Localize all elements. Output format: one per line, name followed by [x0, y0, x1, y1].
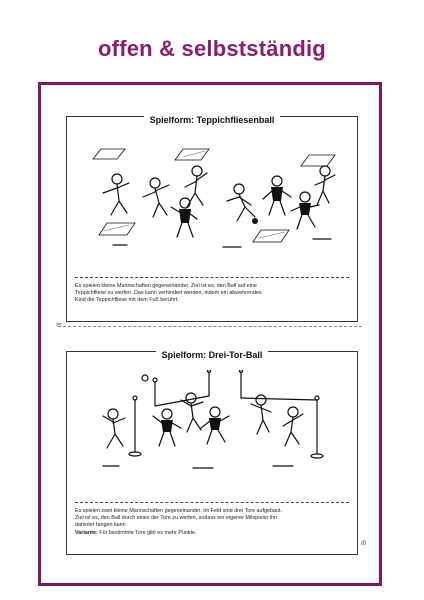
description-line: Es spielen kleine Mannschaften gegeneinander. Ziel ist es, den Ball auf eine [75, 283, 257, 289]
game-description [75, 283, 349, 305]
scissors-icon: ✂ [56, 320, 63, 329]
page-title: offen & selbstständig [98, 36, 326, 61]
divider-line [75, 277, 349, 278]
card-title [67, 345, 357, 363]
carpet-tile-icon [253, 230, 289, 242]
game-card-drei-tor-ball [66, 351, 358, 555]
game-description [75, 508, 349, 537]
variant-line [75, 530, 349, 537]
goal-post-icon [311, 396, 323, 458]
variant-label: Variante: [75, 529, 98, 536]
cut-line [58, 326, 362, 327]
goal-post-icon [153, 378, 157, 406]
description-line: Ziel ist es, den Ball durch eines der Tore zu werfen, sodass ein eigener Mitspieler ihn [75, 515, 278, 522]
page-number: /0 [361, 541, 367, 547]
description-line: Es spielen zwei kleine Mannschaften gegeneinander. Im Feld sind drei Tore aufgebaut. [75, 508, 282, 514]
description-line: Teppichfliese zu werfen. Das kann verhindert werden, indem ein abwehrendes [75, 290, 262, 297]
carpet-tile-icon [99, 223, 135, 235]
goal-post-icon [240, 370, 243, 398]
card-title-text: Spielform: Drei-Tor-Ball [156, 350, 269, 360]
carpet-tile-icon [93, 149, 125, 159]
goal-post-icon [208, 370, 211, 396]
children-throwing-ball-icon [73, 135, 353, 257]
goal-post-icon [129, 396, 141, 456]
card-title-text: Spielform: Teppichfliesenball [144, 115, 281, 125]
children-passing-ball-icon [73, 370, 353, 482]
game-card-teppichfliesenball [66, 116, 358, 322]
card-title [67, 110, 357, 128]
divider-line [75, 502, 349, 503]
variant-text: Für bestimmte Tore gibt es mehr Punkte. [99, 529, 197, 536]
description-line: Kind die Teppichfliese mit dem Fuß berührt. [75, 297, 179, 304]
description-line: dahinter fangen kann. [75, 522, 128, 529]
carpet-tile-icon [301, 155, 335, 166]
